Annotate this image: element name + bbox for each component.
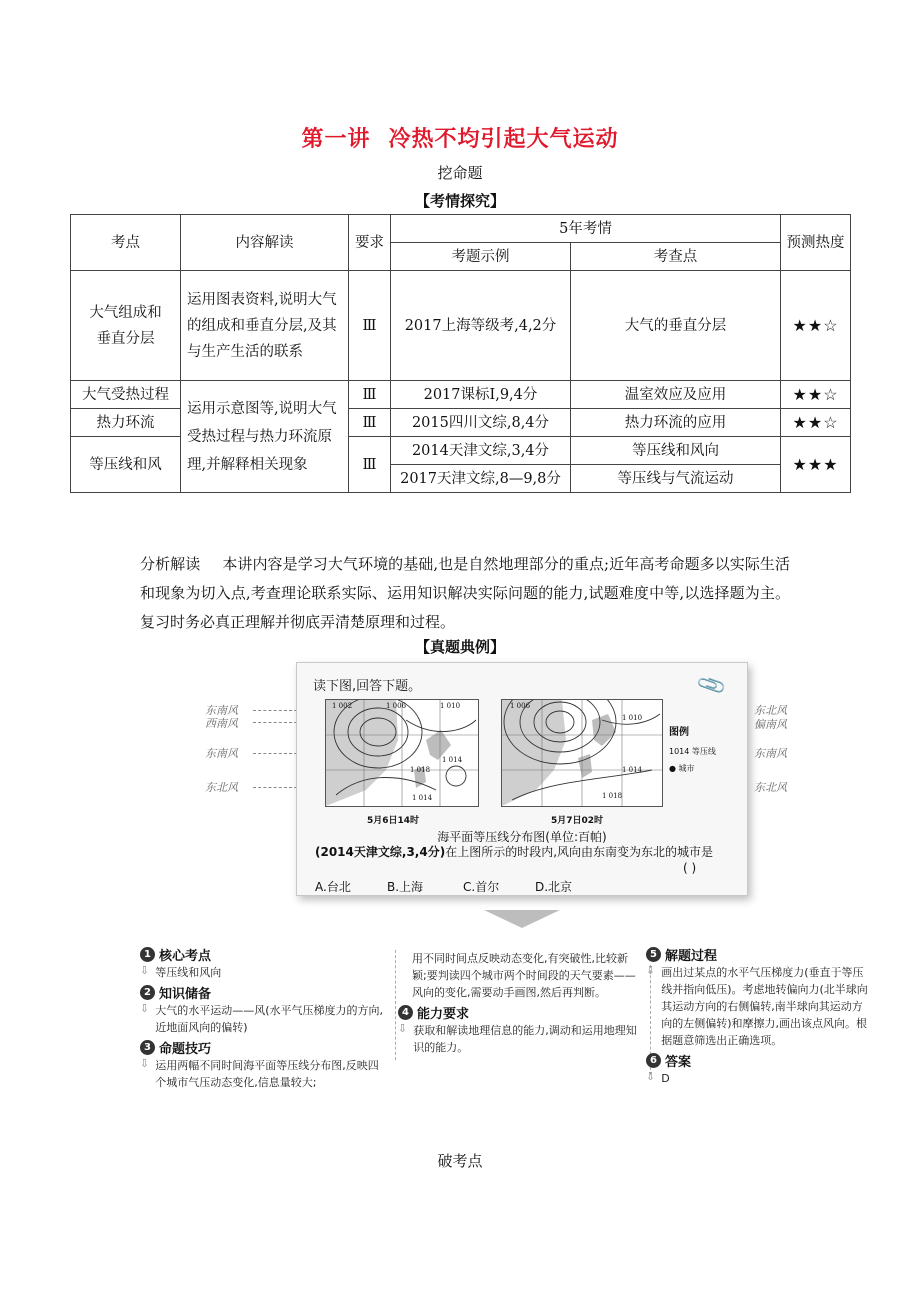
option-d: D.北京: [535, 880, 573, 894]
step-number: 1: [140, 947, 155, 962]
header-neirong: 内容解读: [181, 215, 349, 271]
cell-shili: 2017天津文综,8—9,8分: [391, 465, 571, 493]
wind-label: 偏南风: [754, 718, 787, 731]
wind-label: 东南风: [205, 704, 238, 717]
answer-paren: ( ): [683, 861, 697, 875]
cell-shili: 2017上海等级考,4,2分: [391, 271, 571, 381]
map1-label: 5月6日14时: [367, 816, 420, 826]
wind-label: 东南风: [754, 747, 787, 760]
step-body: 运用两幅不同时间海平面等压线分布图,反映四个城市气压动态变化,信息量较大;: [155, 1059, 379, 1089]
header-kaodian: 考点: [71, 215, 181, 271]
title-part2: 冷热不均引起大气运动: [388, 127, 619, 152]
step-body: D: [661, 1072, 670, 1085]
step-heading: [140, 1038, 385, 1057]
step-number: 2: [140, 985, 155, 1000]
step-body: 等压线和风向: [155, 966, 222, 979]
wind-label: 东北风: [754, 781, 787, 794]
header-kaochadian: 考查点: [571, 243, 781, 271]
isobar-label: 1 018: [410, 766, 431, 774]
isobar-label: 1 014: [442, 756, 463, 764]
isobar-label: 1 002: [332, 702, 353, 710]
cell-yuce: ★★☆: [781, 381, 851, 409]
step-number: 4: [398, 1005, 413, 1020]
cell-kaochadian: 大气的垂直分层: [571, 271, 781, 381]
step-title: 核心考点: [159, 949, 212, 964]
city-dot-icon: ●: [669, 764, 676, 773]
step-number: 6: [646, 1053, 661, 1068]
step-title: 解题过程: [665, 949, 718, 964]
option-b: B.上海: [387, 880, 424, 894]
step-body: 获取和解读地理信息的能力,调动和运用地理知识的能力。: [413, 1024, 637, 1054]
section-heading-ztdl: 【真题典例】: [414, 638, 505, 656]
map-caption: 海平面等压线分布图(单位:百帕): [437, 830, 607, 844]
header-yaoqiu: 要求: [349, 215, 391, 271]
section-footer: 破考点: [437, 1152, 483, 1170]
cell-neirong: 运用示意图等,说明大气受热过程与热力环流原理,并解释相关现象: [181, 381, 349, 493]
legend-title: 图例: [669, 727, 689, 738]
table-row: [71, 381, 851, 409]
step-body: 用不同时间点反映动态变化,有突破性,比较新颖;要判读四个城市两个时间段的天气要素——风向的变化,需要动手画图,然后再判断。: [412, 952, 636, 999]
cell-yuce: ★★☆: [781, 271, 851, 381]
cell-yaoqiu: Ⅲ: [349, 437, 391, 493]
header-five-year: 5年考情: [391, 215, 781, 243]
card-prompt: 读下图,回答下题。: [313, 679, 422, 694]
header-yuce: 预测热度: [781, 215, 851, 271]
step-title: 知识储备: [159, 987, 212, 1002]
paperclip-icon: 📎: [694, 668, 729, 702]
step-heading: [646, 1051, 872, 1070]
cell-yaoqiu: Ⅲ: [349, 381, 391, 409]
isobar-label: 1 010: [622, 714, 643, 722]
cell-kaochadian: 温室效应及应用: [571, 381, 781, 409]
isobar-label: 1 006: [510, 702, 531, 710]
cell-yaoqiu: Ⅲ: [349, 409, 391, 437]
down-arrow-icon: ⇩: [140, 1057, 150, 1070]
down-arrow-icon: ⇩: [646, 1070, 656, 1083]
pressure-map-2: [501, 699, 663, 807]
step-heading: [398, 1003, 638, 1022]
cell-shili: 2015四川文综,8,4分: [391, 409, 571, 437]
cell-yuce: ★★★: [781, 437, 851, 493]
steps-column-3: [646, 945, 872, 1087]
cell-neirong: 运用图表资料,说明大气的组成和垂直分层,及其与生产生活的联系: [181, 271, 349, 381]
step-heading: [140, 983, 385, 1002]
cell-kaodian: 热力环流: [71, 409, 181, 437]
down-arrow-icon: ⇩: [140, 964, 150, 977]
cell-shili: 2014天津文综,3,4分: [391, 437, 571, 465]
pressure-map-1: [325, 699, 479, 807]
step-body: 画出过某点的水平气压梯度力(垂直于等压线并指向低压)。考虑地转偏向力(北半球向其运动方向的右侧偏转,南半球向其运动方向的左侧偏转)和摩擦力,画出该点风向。根据题意筛选出正确选项。: [661, 966, 868, 1047]
down-arrow-icon: ⇩: [140, 1002, 150, 1015]
cell-yuce: ★★☆: [781, 409, 851, 437]
wind-label: 东北风: [754, 704, 787, 717]
cell-kaodian: 等压线和风: [71, 437, 181, 493]
step-heading: [646, 945, 872, 964]
step-title: 答案: [665, 1055, 692, 1070]
isobar-label: 1 014: [412, 794, 433, 802]
cell-kaodian: 大气组成和垂直分层: [71, 271, 181, 381]
map2-label: 5月7日02时: [551, 816, 604, 826]
step-title: 能力要求: [417, 1007, 470, 1022]
cell-shili: 2017课标Ⅰ,9,4分: [391, 381, 571, 409]
analysis-lead: 分析解读: [140, 555, 201, 573]
wind-label: 东南风: [205, 747, 238, 760]
exam-example-card: [296, 662, 748, 896]
isobar-label: 1 006: [386, 702, 407, 710]
steps-column-2: [398, 950, 638, 1056]
down-arrow-icon: [484, 910, 560, 928]
isobar-label: 1 018: [602, 792, 623, 800]
isobar-label: 1 014: [622, 766, 643, 774]
legend-city: [669, 763, 739, 774]
cell-kaochadian: 热力环流的应用: [571, 409, 781, 437]
title-part1: 第一讲: [301, 127, 371, 152]
page-title: [0, 122, 920, 153]
section-heading-kqtj: 【考情探究】: [414, 192, 505, 210]
option-a: A.台北: [315, 880, 351, 894]
analysis-paragraph: [140, 550, 790, 637]
wind-label: 东北风: [205, 781, 238, 794]
cell-kaochadian: 等压线与气流运动: [571, 465, 781, 493]
header-shili: 考题示例: [391, 243, 571, 271]
map-legend: [669, 723, 739, 774]
legend-city-label: 城市: [678, 764, 695, 773]
step-body: 大气的水平运动——风(水平气压梯度力的方向,近地面风向的偏转): [155, 1004, 384, 1034]
down-arrow-icon: ⇩: [646, 964, 656, 977]
subtitle: 挖命题: [437, 164, 483, 182]
isobar-label: 1 010: [440, 702, 461, 710]
steps-column-1: [140, 945, 385, 1091]
down-arrow-icon: ⇩: [398, 1022, 408, 1035]
cell-kaochadian: 等压线和风向: [571, 437, 781, 465]
step-number: 3: [140, 1040, 155, 1055]
step-heading: [140, 945, 385, 964]
table-row: [71, 271, 851, 381]
legend-isobar: 1014 等压线: [669, 747, 716, 756]
step-number: 5: [646, 947, 661, 962]
cell-kaodian: 大气受热过程: [71, 381, 181, 409]
exam-analysis-table: [70, 214, 851, 493]
wind-label: 西南风: [205, 717, 238, 730]
question-text: 在上图所示的时段内,风向由东南变为东北的城市是: [445, 845, 714, 859]
question: [315, 845, 735, 860]
analysis-text: 本讲内容是学习大气环境的基础,也是自然地理部分的重点;近年高考命题多以实际生活和现象为切入点,考查理论联系实际、运用知识解决实际问题的能力,试题难度中等,以选择题为主。复习时务必真正理解并彻底弄清楚原理和过程。: [140, 555, 790, 631]
step-title: 命题技巧: [159, 1042, 212, 1057]
question-source: (2014天津文综,3,4分): [315, 845, 446, 859]
option-c: C.首尔: [463, 880, 500, 894]
cell-yaoqiu: Ⅲ: [349, 271, 391, 381]
